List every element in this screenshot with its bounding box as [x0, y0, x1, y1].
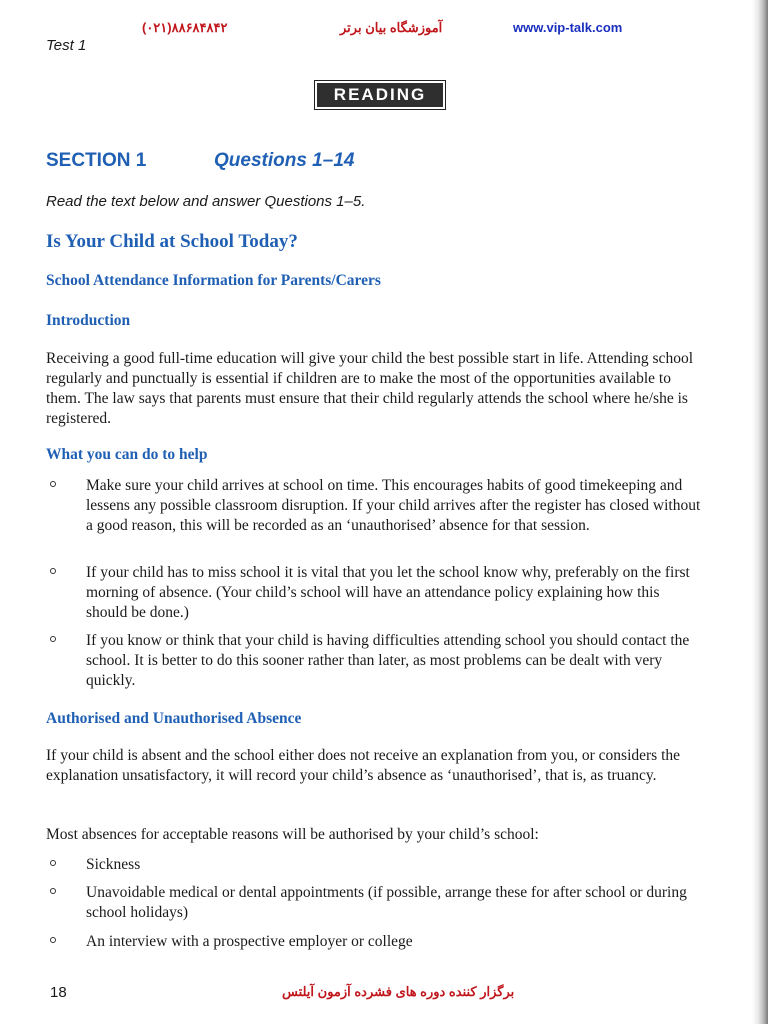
intro-paragraph: Receiving a good full-time education will give your child the best possible start in life. Attending school regularly and punctually is essential if children are to make the most of the opportunities available to them. The law says that parents must ensure that their child regularly attends the school where he/she is registered. [46, 350, 693, 427]
footer-institute-text: برگزار کننده دوره های فشرده آزمون آیلتس [282, 984, 515, 999]
header-website: www.vip-talk.com [513, 20, 623, 35]
help-bullet-1 [46, 476, 706, 536]
help-bullet-3 [46, 631, 706, 691]
reading-banner [314, 80, 446, 110]
help-heading: What you can do to help [46, 446, 208, 463]
test-label: Test 1 [46, 37, 87, 54]
absence-bullet-text: An interview with a prospective employer or college [86, 933, 413, 950]
passage-subtitle: School Attendance Information for Parents/Carers [46, 272, 381, 289]
page-edge-shadow [752, 0, 768, 1024]
section-questions: Questions 1–14 [214, 150, 355, 171]
header-institute: آموزشگاه بیان برتر [340, 20, 443, 35]
page-number: 18 [50, 984, 67, 1001]
help-bullet-text: If your child has to miss school it is vital that you let the school know why, preferably on the first morning of absence. (Your child’s school will have an attendance policy explaining how this should be done.) [86, 564, 690, 621]
reading-banner-label: READING [317, 83, 443, 107]
header-phone: (۰۲۱)۸۸۶۸۴۸۴۲ [142, 20, 228, 35]
bullet-icon [50, 568, 56, 574]
absence-paragraph-2: Most absences for acceptable reasons will be authorised by your child’s school: [46, 826, 539, 843]
absence-bullet-2 [46, 883, 706, 923]
absence-bullet-text: Unavoidable medical or dental appointments (if possible, arrange these for after school or during school holidays) [86, 884, 687, 921]
help-bullet-text: If you know or think that your child is having difficulties attending school you should contact the school. It is better to do this sooner rather than later, as most problems can be dealt with very quickly. [86, 632, 690, 689]
bullet-icon [50, 636, 56, 642]
bullet-icon [50, 860, 56, 866]
bullet-icon [50, 937, 56, 943]
instruction-text: Read the text below and answer Questions 1–5. [46, 193, 366, 210]
bullet-icon [50, 481, 56, 487]
absence-bullet-3 [46, 932, 706, 952]
absence-heading: Authorised and Unauthorised Absence [46, 710, 302, 727]
absence-paragraph-1: If your child is absent and the school either does not receive an explanation from you, or considers the explanation unsatisfactory, it will record your child’s absence as ‘unauthorised’, that is, as truancy. [46, 747, 681, 784]
intro-heading: Introduction [46, 312, 131, 329]
absence-bullet-text: Sickness [86, 856, 141, 873]
section-heading [46, 150, 355, 172]
passage-title: Is Your Child at School Today? [46, 231, 298, 252]
absence-bullet-1 [46, 855, 706, 875]
bullet-icon [50, 888, 56, 894]
section-label: SECTION 1 [46, 150, 147, 171]
help-bullet-text: Make sure your child arrives at school on time. This encourages habits of good timekeeping and lessens any possible classroom disruption. If your child arrives after the register has closed without a good reason, this will be recorded as an ‘unauthorised’ absence for that session. [86, 477, 701, 534]
help-bullet-2 [46, 563, 706, 623]
